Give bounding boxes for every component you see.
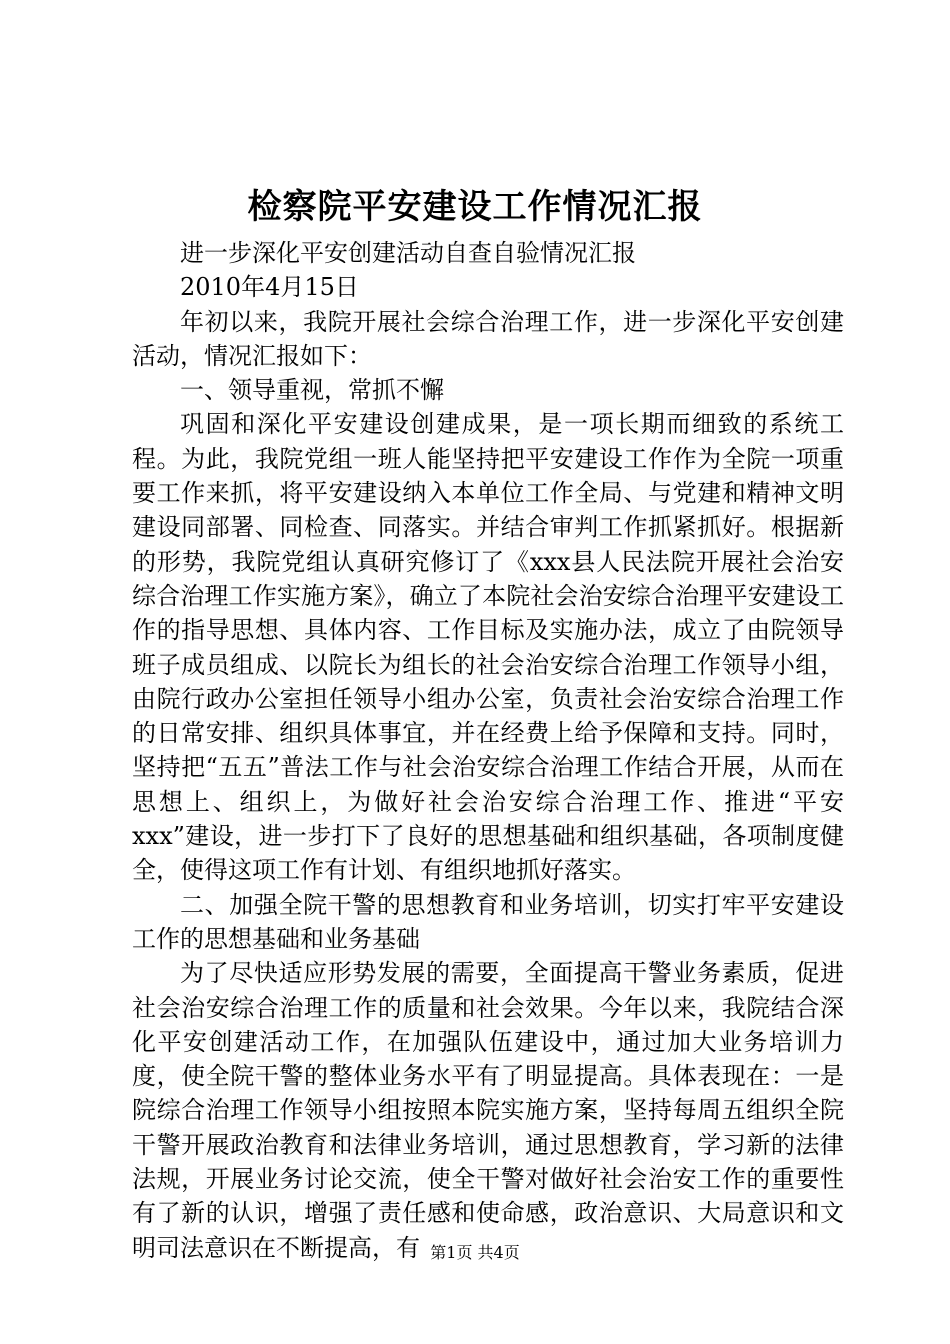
- document-body: [132, 236, 844, 1265]
- section-body-1: 巩固和深化平安建设创建成果，是一项长期而细致的系统工程。为此，我院党组一班人能坚持把平安建设工作作为全院一项重要工作来抓，将平安建设纳入本单位工作全局、与党建和精神文明建设同部署、同检查、同落实。并结合审判工作抓紧抓好。根据新的形势，我院党组认真研究修订了《xxx县人民法院开展社会治安综合治理工作实施方案》，确立了本院社会治安综合治理平安建设工作的指导思想、具体内容、工作目标及实施办法，成立了由院领导班子成员组成、以院长为组长的社会治安综合治理工作领导小组，由院行政办公室担任领导小组办公室，负责社会治安综合治理工作的日常安排、组织具体事宜，并在经费上给予保障和支持。同时，坚持把“五五”普法工作与社会治安综合治理工作结合开展，从而在思想上、组织上，为做好社会治安综合治理工作、推进“平安xxx”建设，进一步打下了良好的思想基础和组织基础，各项制度健全，使得这项工作有计划、有组织地抓好落实。: [132, 410, 844, 885]
- page-number-footer: 第1页 共4页: [430, 1243, 520, 1262]
- intro-paragraph: 年初以来，我院开展社会综合治理工作，进一步深化平安创建活动，情况汇报如下：: [132, 307, 844, 370]
- subtitle-paragraph: 进一步深化平安创建活动自查自验情况汇报: [180, 239, 636, 267]
- section-heading-1: 一、领导重视，常抓不懈: [180, 376, 444, 405]
- document-title: 检察院平安建设工作情况汇报: [247, 187, 703, 227]
- section-heading-2: 二、加强全院干警的思想教育和业务培训，切实打牢平安建设工作的思想基础和业务基础: [132, 890, 844, 953]
- section-body-2: 为了尽快适应形势发展的需要，全面提高干警业务素质，促进社会治安综合治理工作的质量和社会效果。今年以来，我院结合深化平安创建活动工作，在加强队伍建设中，通过加大业务培训力度，使全院干警的整体业务水平有了明显提高。具体表现在：一是院综合治理工作领导小组按照本院实施方案，坚持每周五组织全院干警开展政治教育和法律业务培训，通过思想教育，学习新的法律法规，开展业务讨论交流，使全干警对做好社会治安工作的重要性有了新的认识，增强了责任感和使命感，政治意识、大局意识和文明司法意识在不断提高，有: [132, 959, 844, 1262]
- date-paragraph: 2010年4月15日: [180, 273, 359, 302]
